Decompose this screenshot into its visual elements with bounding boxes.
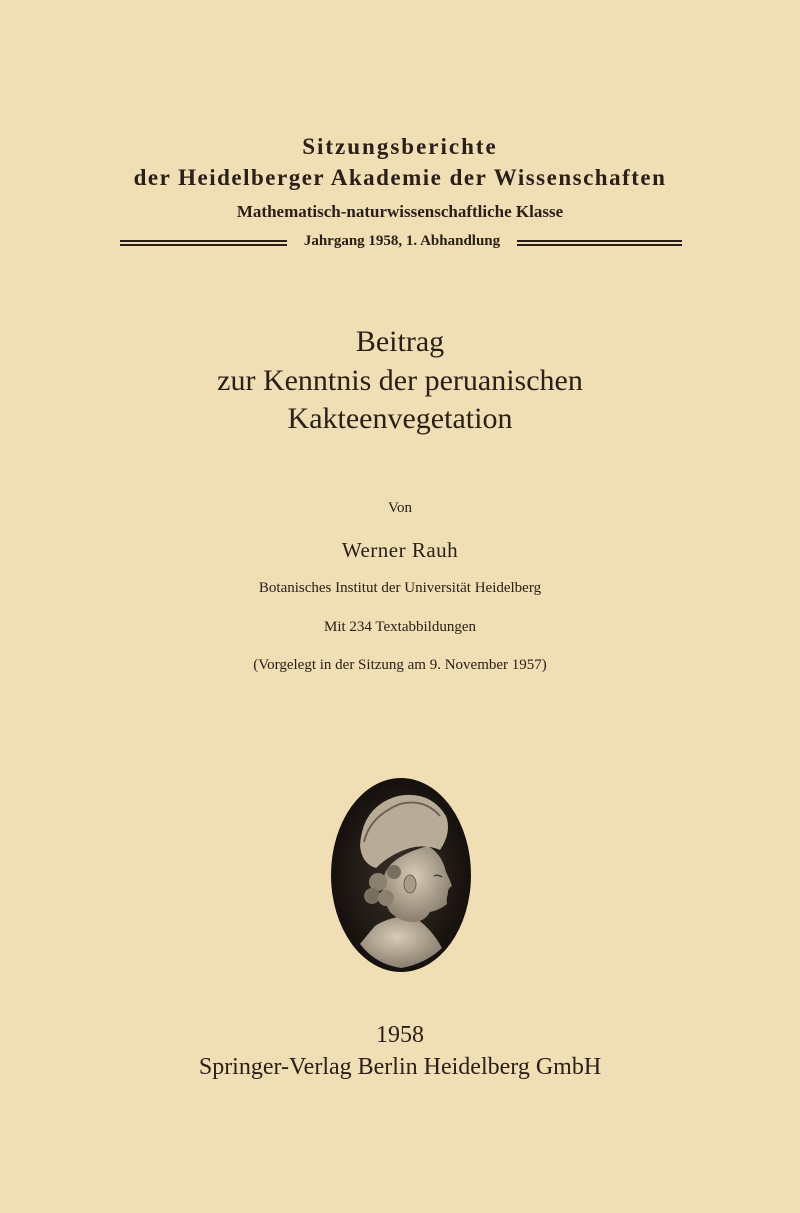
helmeted-head-medallion-icon [330, 776, 472, 974]
series-title: Sitzungsberichte [302, 134, 498, 159]
publisher-name: Springer-Verlag Berlin Heidelberg GmbH [198, 1054, 602, 1080]
jahrgang-rule-row [120, 233, 682, 255]
jahrgang-label: Jahrgang 1958, 1. Abhandlung [303, 233, 501, 249]
left-double-rule [120, 240, 287, 246]
von-label: Von [388, 500, 412, 516]
right-double-rule [517, 240, 682, 246]
title-line-2: zur Kenntnis der peruanischen [217, 364, 583, 397]
publication-year: 1958 [376, 1022, 424, 1048]
institut-label: Botanisches Institut der Universität Heidelberg [258, 580, 542, 596]
vorgelegt-label: (Vorgelegt in der Sitzung am 9. November 1957) [253, 657, 547, 673]
author-name: Werner Rauh [341, 538, 459, 562]
klasse-label: Mathematisch-naturwissenschaftliche Klasse [236, 202, 564, 221]
abbildungen-label: Mit 234 Textabbildungen [324, 619, 476, 635]
title-line-3: Kakteenvegetation [287, 402, 513, 435]
series-subtitle: der Heidelberger Akademie der Wissenschaften [133, 165, 667, 190]
title-line-1: Beitrag [355, 325, 445, 358]
